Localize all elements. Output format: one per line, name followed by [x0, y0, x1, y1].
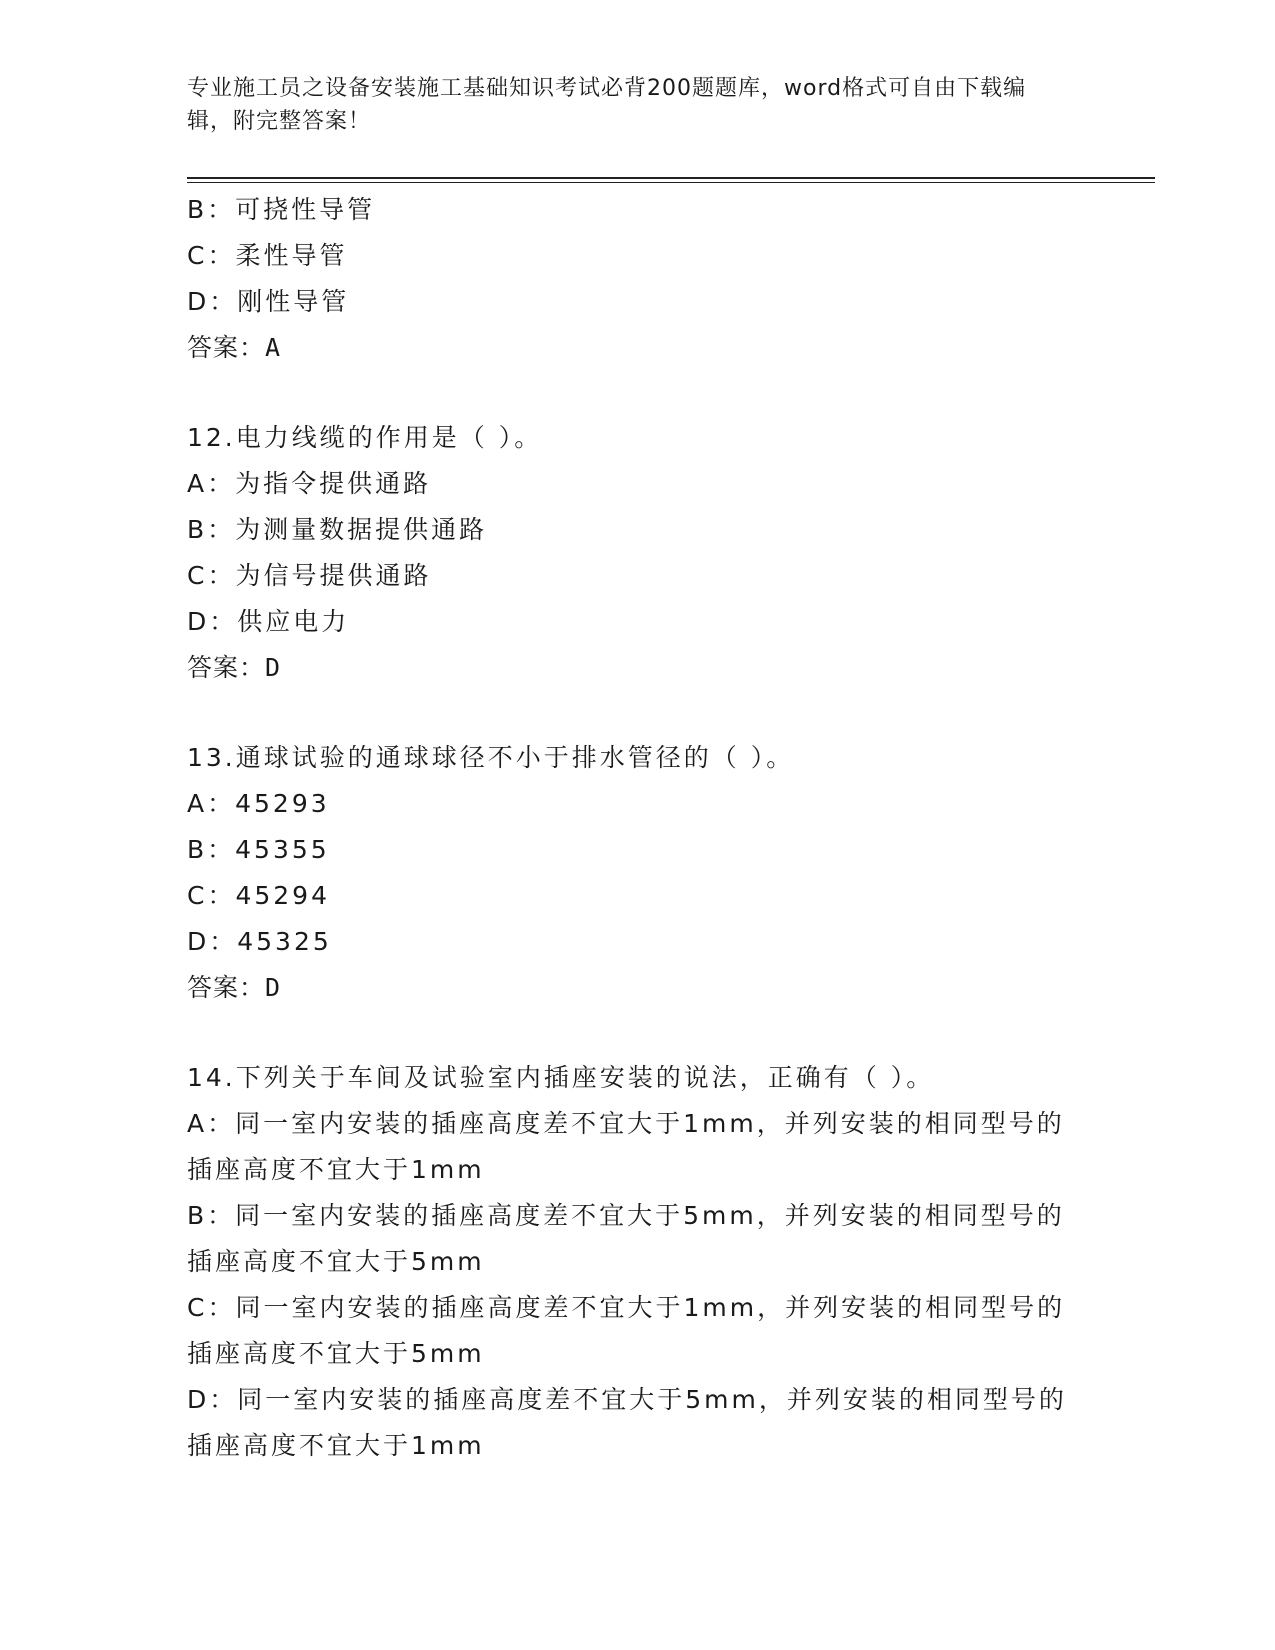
option-a: A：为指令提供通路 [187, 469, 432, 498]
question-14 [187, 1055, 1087, 1469]
option-c: C：45294 [187, 881, 330, 910]
option-b: B：同一室内安装的插座高度差不宜大于5mm，并列安装的相同型号的插座高度不宜大于5mm [187, 1201, 1065, 1276]
option-c: C：为信号提供通路 [187, 561, 432, 590]
question-content [187, 187, 1087, 1469]
option-d: D：供应电力 [187, 607, 350, 636]
option-b: B：为测量数据提供通路 [187, 515, 488, 544]
option-b: B：45355 [187, 835, 330, 864]
question-text: 12.电力线缆的作用是（ ）。 [187, 423, 543, 452]
header-rule-thin [187, 182, 1155, 183]
document-header: 专业施工员之设备安装施工基础知识考试必背200题题库，word格式可自由下载编辑，附完整答案！ [187, 76, 1027, 134]
answer-label: 答案：D [187, 653, 282, 682]
option-c: C：柔性导管 [187, 241, 348, 270]
answer-label: 答案：A [187, 333, 282, 362]
option-a: A：45293 [187, 789, 330, 818]
option-b: B：可挠性导管 [187, 195, 376, 224]
option-a: A：同一室内安装的插座高度差不宜大于1mm，并列安装的相同型号的插座高度不宜大于1mm [187, 1109, 1065, 1184]
header-rule-thick [187, 177, 1155, 179]
answer-label: 答案：D [187, 973, 282, 1002]
question-12 [187, 415, 1087, 691]
option-d: D：同一室内安装的插座高度差不宜大于5mm，并列安装的相同型号的插座高度不宜大于1mm [187, 1385, 1067, 1460]
question-text: 13.通球试验的通球球径不小于排水管径的（ ）。 [187, 743, 795, 772]
prev-question [187, 187, 1087, 371]
question-13 [187, 735, 1087, 1011]
option-d: D：刚性导管 [187, 287, 350, 316]
option-c: C：同一室内安装的插座高度差不宜大于1mm，并列安装的相同型号的插座高度不宜大于5mm [187, 1293, 1066, 1368]
option-d: D：45325 [187, 927, 332, 956]
question-text: 14.下列关于车间及试验室内插座安装的说法，正确有（ ）。 [187, 1063, 935, 1092]
